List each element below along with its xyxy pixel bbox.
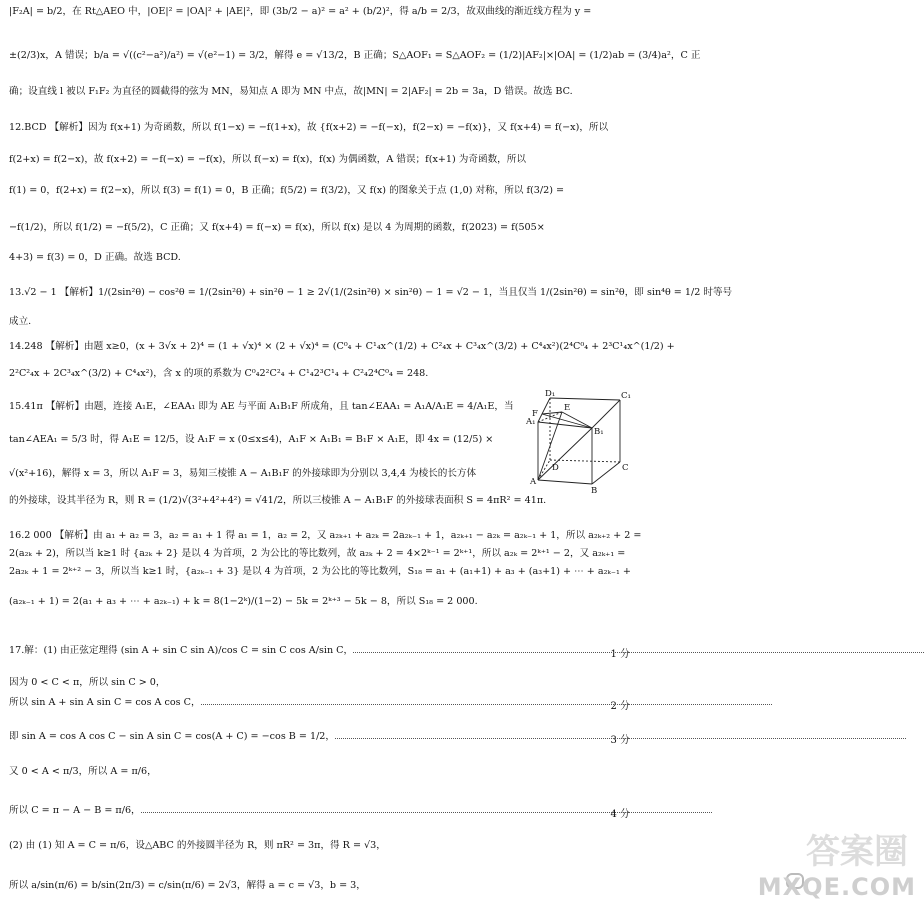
line-text: 16.2 000 【解析】由 a₁ + a₂ = 3，a₂ = a₁ + 1 得 a₁ = 1，a₂ = 2，又 a₂ₖ₊₁ + a₂ₖ = 2a₂ₖ₋₁ + 1，a₂ₖ₊₁ − a₂ₖ = a₂ₖ₋₁ + 1，所以 a₂ₖ₊₂ + 2 = — [9, 530, 642, 541]
leader-dots — [335, 732, 906, 739]
label-b: B — [591, 486, 598, 496]
text-line — [9, 468, 510, 480]
text-line — [9, 880, 634, 892]
text-line — [9, 401, 514, 413]
label-c: C — [622, 463, 629, 473]
leader-dots — [141, 806, 712, 813]
line-text: (2) 由 (1) 知 A = C = π/6，设△ABC 的外接圆半径为 R，则 πR² = 3π，得 R = √3， — [9, 840, 386, 851]
label-e: E — [564, 403, 571, 413]
line-text: 的外接球，设其半径为 R，则 R = (1/2)√(3²+4²+4²) = √41/2，所以三棱锥 A − A₁B₁F 的外接球表面积 S = 4πR² = 41π. — [9, 495, 547, 506]
label-a: A — [530, 477, 537, 487]
text-line — [9, 50, 701, 62]
text-line — [9, 122, 634, 134]
line-text: 所以 sin A + sin A sin C = cos A cos C， — [9, 697, 201, 708]
line-text: tan∠AEA₁ = 5/3 时，得 A₁E = 12/5，设 A₁F = x (0≤x≤4)，A₁F × A₁B₁ = B₁F × A₁E，即 4x = (12/5) × — [9, 434, 494, 445]
line-text: 2(a₂ₖ + 2)，所以当 k≥1 时 {a₂ₖ + 2} 是以 4 为首项，2 为公比的等比数列，故 a₂ₖ + 2 = 4×2ᵏ⁻¹ = 2ᵏ⁺¹，所以 a₂ₖ = 2ᵏ⁺¹ − 2，又 a₂ₖ₊₁ = — [9, 548, 626, 559]
leader-dots — [201, 698, 772, 705]
text-line — [9, 86, 634, 98]
line-text: 所以 a/sin(π/6) = b/sin(2π/3) = c/sin(π/6) = 2√3，解得 a = c = √3，b = 3， — [9, 880, 366, 891]
score-label: 4 分 — [610, 809, 630, 820]
line-text: f(1) = 0，f(2+x) = f(2−x)，所以 f(3) = f(1) = 0，B 正确；f(5/2) = f(3/2)，又 f(x) 的图象关于点 (1,0) 对称，所以 f(3/2) = — [9, 185, 565, 196]
text-line — [9, 731, 580, 743]
line-text: 17.解：(1) 由正弦定理得 (sin A + sin C sin A)/cos C = sin C cos A/sin C， — [9, 645, 354, 656]
line-text: 14.248 【解析】由题 x≥0，(x + 3√x + 2)⁴ = (1 + √x)⁴ × (2 + √x)⁴ = (C⁰₄ + C¹₄x^(1/2) + C²₄x + C³₄x^(3/2) + C⁴₄x²)(2⁴C⁰₄ + 2³C¹₄x^(1/2) + — [9, 341, 675, 352]
line-text: √(x²+16)，解得 x = 3，所以 A₁F = 3，易知三棱锥 A − A₁B₁F 的外接球即为分别以 3,4,4 为棱长的长方体 — [9, 468, 477, 479]
text-line — [9, 766, 634, 778]
line-text: (a₂ₖ₋₁ + 1) = 2(a₁ + a₃ + ⋯ + a₂ₖ₋₁) + k = 8(1−2ᵏ)/(1−2) − 5k = 2ᵏ⁺³ − 5k − 8，所以 S₁₈ = 2 000. — [9, 596, 478, 607]
text-line — [9, 596, 634, 608]
line-text: 15.41π 【解析】由题，连接 A₁E，∠EAA₁ 即为 AE 与平面 A₁B₁F 所成角，且 tan∠EAA₁ = A₁A/A₁E = 4/A₁E，当 — [9, 401, 514, 412]
text-line — [9, 368, 634, 380]
line-text: 因为 0 < C < π，所以 sin C > 0， — [9, 677, 166, 688]
text-line — [9, 185, 634, 197]
line-text: 4+3) = f(3) = 0，D 正确。故选 BCD. — [9, 252, 181, 263]
cuboid-diagram — [518, 388, 630, 496]
label-a1: A₁ — [526, 417, 536, 427]
text-line — [9, 287, 733, 299]
text-line — [9, 697, 580, 709]
text-line — [9, 645, 580, 657]
label-d: D — [552, 463, 559, 473]
label-f: F — [532, 409, 538, 419]
line-text: 成立. — [9, 316, 32, 327]
leader-dots — [353, 646, 924, 653]
line-text: 又 0 < A < π/3，所以 A = π/6， — [9, 766, 157, 777]
line-text: 2a₂ₖ + 1 = 2ᵏ⁺² − 3，所以当 k≥1 时，{a₂ₖ₋₁ + 3} 是以 4 为首项，2 为公比的等比数列，S₁₈ = a₁ + (a₁+1) + a₃ + (a₃+1) + ⋯ + a₂ₖ₋₁ + — [9, 566, 631, 577]
line-text: |F₂A| = b/2，在 Rt△AEO 中，|OE|² = |OA|² + |AE|²，即 (3b/2 − a)² = a² + (b/2)²，得 a/b = 2/3，故双曲线的渐近线方程为 y = — [9, 6, 592, 17]
watermark-text: MXQE.COM — [757, 873, 916, 901]
text-line — [9, 677, 634, 689]
text-line — [9, 434, 510, 446]
score-label: 1 分 — [610, 649, 630, 660]
text-line — [9, 495, 547, 507]
text-line — [9, 316, 634, 328]
text-line — [9, 154, 634, 166]
line-text: 13.√2 − 1 【解析】1/(2sin²θ) − cos²θ = 1/(2sin²θ) + sin²θ − 1 ≥ 2√(1/(2sin²θ) × sin²θ) − 1 = √2 − 1，当且仅当 1/(2sin²θ) = sin²θ，即 sin⁴θ = 1/2 时等号 — [9, 287, 733, 298]
text-line — [9, 6, 634, 18]
text-line — [9, 840, 634, 852]
label-c1: C₁ — [621, 391, 631, 401]
line-text: 确；设直线 l 被以 F₁F₂ 为直径的圆截得的弦为 MN，易知点 A 即为 MN 中点，故|MN| = 2|AF₂| = 2b = 3a，D 错误。故选 BC. — [9, 86, 573, 97]
line-text: 2²C²₄x + 2C³₄x^(3/2) + C⁴₄x²)，含 x 的项的系数为 C⁰₄2²C²₄ + C¹₄2³C¹₄ + C²₄2⁴C⁰₄ = 248. — [9, 368, 429, 379]
text-line — [9, 530, 642, 542]
watermark — [757, 821, 916, 901]
line-text: f(2+x) = f(2−x)，故 f(x+2) = −f(−x) = −f(x)，所以 f(−x) = f(x)，f(x) 为偶函数，A 错误；f(x+1) 为奇函数，所以 — [9, 154, 526, 165]
line-text: 即 sin A = cos A cos C − sin A sin C = cos(A + C) = −cos B = 1/2， — [9, 731, 336, 742]
label-d1: D₁ — [545, 389, 556, 399]
label-b1: B₁ — [594, 427, 604, 437]
line-text: ±(2/3)x，A 错误；b/a = √((c²−a²)/a²) = √(e²−1) = 3/2，解得 e = √13/2，B 正确；S△AOF₁ = S△AOF₂ = (1/2)|AF₂|×|OA| = (1/2)ab = (3/4)a²，C 正 — [9, 50, 701, 61]
text-line — [9, 805, 580, 817]
watermark-logo: 答案圈 — [806, 832, 908, 872]
text-line — [9, 222, 634, 234]
text-line — [9, 566, 634, 578]
score-label: 3 分 — [610, 735, 630, 746]
line-text: 12.BCD 【解析】因为 f(x+1) 为奇函数，所以 f(1−x) = −f(1+x)，故 {f(x+2) = −f(−x)，f(2−x) = −f(x)}，又 f(x+4) = f(−x)，所以 — [9, 122, 609, 133]
text-line — [9, 548, 634, 560]
edge-ab — [538, 480, 592, 484]
score-label: 2 分 — [610, 701, 630, 712]
line-text: −f(1/2)，所以 f(1/2) = −f(5/2)，C 正确；又 f(x+4) = f(−x) = f(x)，所以 f(x) 是以 4 为周期的函数，f(2023) = f(505× — [9, 222, 545, 233]
text-line — [9, 252, 634, 264]
line-text: 所以 C = π − A − B = π/6， — [9, 805, 141, 816]
text-line — [9, 341, 675, 353]
